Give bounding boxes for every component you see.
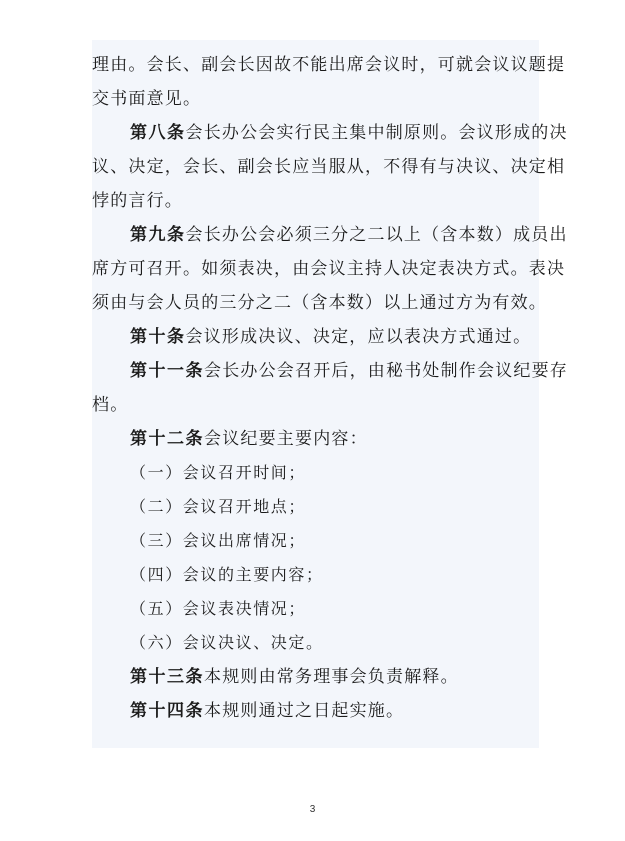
article-label: 第九条 [130, 225, 186, 245]
article-9 [92, 218, 568, 320]
list-item: （二）会议召开地点； [130, 497, 307, 516]
article-13 [92, 660, 539, 694]
article-label: 第八条 [130, 123, 186, 143]
text-line: 须由与会人员的三分之二（含本数）以上通过方为有效。 [92, 293, 547, 313]
article-label: 第十二条 [130, 429, 204, 449]
document-body [92, 40, 568, 748]
article-label: 第十三条 [130, 667, 204, 687]
article-8 [92, 116, 568, 218]
article-text: 会长办公会必须三分之二以上（含本数）成员出 [185, 225, 568, 245]
list-item: （一）会议召开时间； [130, 463, 307, 482]
text-line [92, 694, 539, 728]
article-label: 第十一条 [130, 361, 204, 381]
article-text: 会议纪要主要内容： [204, 429, 368, 449]
article-text: 会长办公会实行民主集中制原则。会议形成的决 [185, 123, 568, 143]
text-line [92, 116, 568, 150]
article-text: 会长办公会召开后，由秘书处制作会议纪要存 [204, 361, 568, 381]
list-item: （四）会议的主要内容； [130, 565, 324, 584]
list-item: （六）会议决议、决定。 [130, 633, 324, 652]
article-14 [92, 694, 539, 728]
list-item: （三）会议出席情况； [130, 531, 307, 550]
page-number: 3 [309, 804, 316, 815]
article-label: 第十四条 [130, 701, 204, 721]
article-text: 本规则由常务理事会负责解释。 [204, 667, 459, 687]
article-text: 本规则通过之日起实施。 [204, 701, 405, 721]
text-line: 悖的言行。 [92, 191, 183, 211]
text-line [92, 218, 568, 252]
text-line: 议、决定，会长、副会长应当服从，不得有与决议、决定相 [92, 157, 566, 177]
article-text: 会议形成决议、决定，应以表决方式通过。 [185, 327, 532, 347]
text-line: 席方可召开。如须表决，由会议主持人决定表决方式。表决 [92, 259, 566, 279]
article-12 [92, 422, 539, 456]
text-line: 档。 [92, 395, 129, 415]
article-label: 第十条 [130, 327, 186, 347]
article-11 [92, 354, 568, 422]
text-line [92, 660, 539, 694]
text-line [92, 354, 568, 388]
text-line: 理由。会长、副会长因故不能出席会议时，可就会议议题提 [92, 55, 566, 75]
text-line: 交书面意见。 [92, 89, 202, 109]
paragraph-continuation [92, 48, 566, 116]
article-10 [92, 320, 539, 354]
list-item: （五）会议表决情况； [130, 599, 307, 618]
text-line [92, 422, 539, 456]
text-line [92, 320, 539, 354]
